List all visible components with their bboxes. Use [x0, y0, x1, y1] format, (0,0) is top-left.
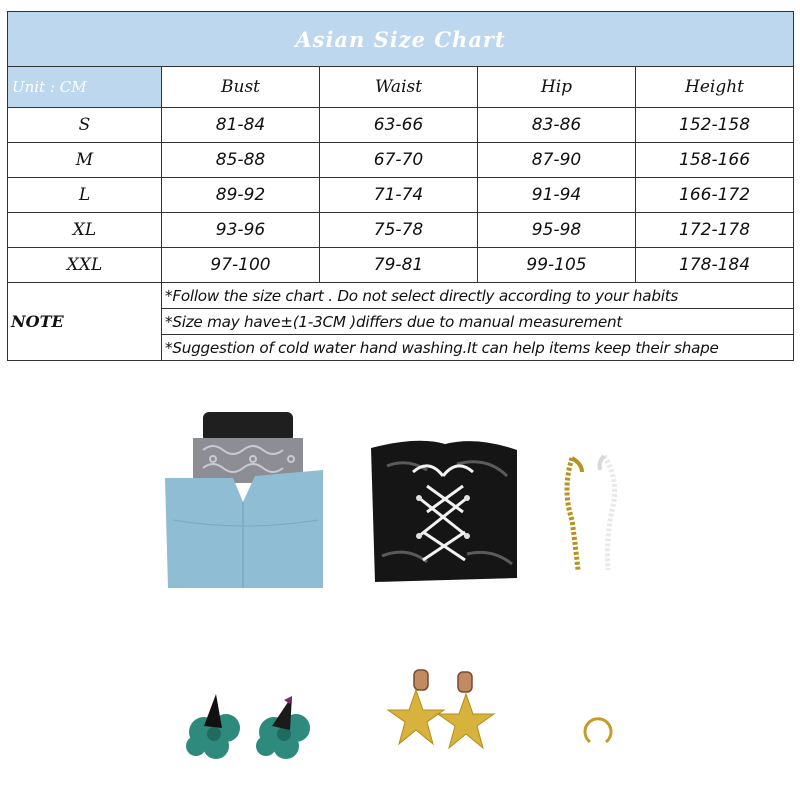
bust-value: 93-96: [162, 213, 320, 248]
bust-value: 89-92: [162, 178, 320, 213]
column-header-hip: Hip: [478, 67, 636, 108]
table-row: [8, 143, 794, 178]
black-lace-up-top-image: [367, 436, 522, 586]
height-value: 152-158: [636, 108, 794, 143]
size-label: M: [8, 143, 162, 178]
height-value: 158-166: [636, 143, 794, 178]
waist-value: 63-66: [320, 108, 478, 143]
unit-label: Unit : CM: [8, 67, 162, 108]
table-row: [8, 108, 794, 143]
note-line: *Size may have±(1-3CM )differs due to manual measurement: [162, 309, 794, 335]
note-line: *Suggestion of cold water hand washing.It can help items keep their shape: [162, 335, 794, 361]
blue-shorts-image: [163, 410, 323, 590]
hip-value: 95-98: [478, 213, 636, 248]
hip-value: 99-105: [478, 248, 636, 283]
height-value: 166-172: [636, 178, 794, 213]
height-value: 172-178: [636, 213, 794, 248]
bust-value: 81-84: [162, 108, 320, 143]
waist-value: 71-74: [320, 178, 478, 213]
size-label: S: [8, 108, 162, 143]
bust-value: 85-88: [162, 143, 320, 178]
column-header-waist: Waist: [320, 67, 478, 108]
waist-value: 67-70: [320, 143, 478, 178]
hip-value: 91-94: [478, 178, 636, 213]
note-line: *Follow the size chart . Do not select directly according to your habits: [162, 283, 794, 309]
hip-value: 87-90: [478, 143, 636, 178]
column-header-height: Height: [636, 67, 794, 108]
note-label: NOTE: [8, 283, 162, 361]
size-chart-table: [7, 11, 794, 361]
size-label: XXL: [8, 248, 162, 283]
gold-ring-image: [578, 712, 618, 752]
size-label: L: [8, 178, 162, 213]
table-row: [8, 178, 794, 213]
flower-ear-clips-image: [180, 690, 330, 760]
bead-necklaces-image: [560, 450, 630, 580]
table-row: [8, 213, 794, 248]
hip-value: 83-86: [478, 108, 636, 143]
table-row: [8, 248, 794, 283]
bust-value: 97-100: [162, 248, 320, 283]
star-earrings-image: [376, 668, 506, 764]
waist-value: 75-78: [320, 213, 478, 248]
size-label: XL: [8, 213, 162, 248]
height-value: 178-184: [636, 248, 794, 283]
chart-title: Asian Size Chart: [8, 12, 794, 67]
waist-value: 79-81: [320, 248, 478, 283]
column-header-bust: Bust: [162, 67, 320, 108]
